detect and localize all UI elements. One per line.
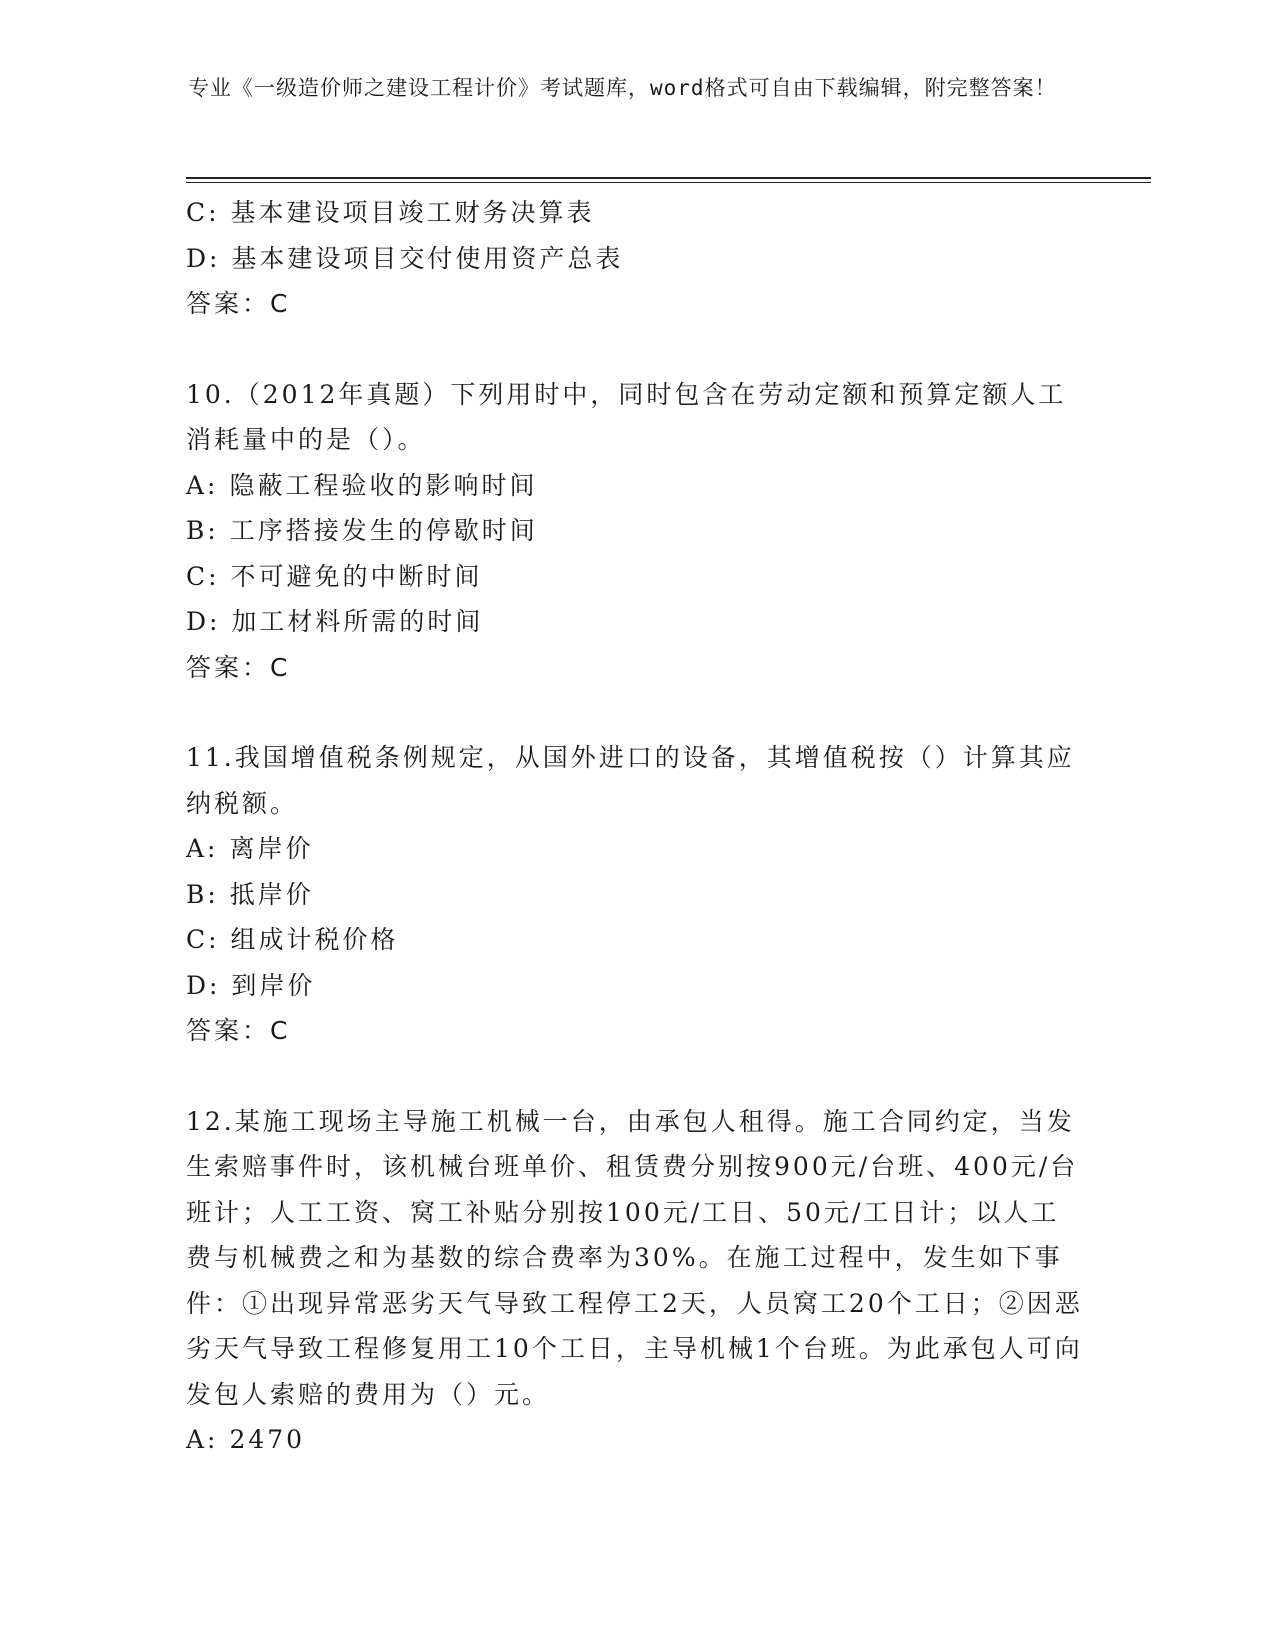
q10-option-a	[186, 463, 1086, 509]
option-text: 组成计税价格	[230, 925, 399, 954]
q11-option-a	[186, 826, 1086, 872]
option-letter: C:	[186, 198, 220, 227]
q9-option-c	[186, 190, 1086, 236]
option-text: 抵岸价	[229, 879, 314, 909]
q9-answer: 答案：C	[186, 289, 291, 318]
q11-option-b	[186, 872, 1086, 918]
option-text: 不可避免的中断时间	[230, 561, 483, 591]
q10-stem: 10.（2012年真题）下列用时中，同时包含在劳动定额和预算定额人工消耗量中的是（）。	[186, 379, 1067, 454]
option-letter: B:	[186, 516, 219, 545]
option-letter: D:	[186, 970, 221, 1000]
option-letter: A:	[186, 470, 219, 500]
q11-option-c	[186, 917, 1086, 963]
header-rule-thin	[186, 182, 1151, 183]
option-text: 基本建设项目交付使用资产总表	[231, 243, 624, 273]
q10-answer: 答案：C	[186, 652, 291, 682]
document-header-note: 专业《一级造价师之建设工程计价》考试题库，word格式可自由下载编辑，附完整答案！	[188, 76, 1057, 100]
option-letter: B:	[186, 879, 219, 909]
option-letter: A:	[186, 834, 219, 863]
option-letter: C:	[186, 561, 220, 591]
option-letter: D:	[186, 607, 221, 636]
q12-stem: 12.某施工现场主导施工机械一台，由承包人租得。施工合同约定，当发生索赔事件时，该机械台班单价、租赁费分别按900元/台班、400元/台班计；人工工资、窝工补贴分别按100元/工日、50元/工日计；以人工费与机械费之和为基数的综合费率为30%。在施工过程中，发生如下事件：①出现异常恶劣天气导致工程停工2天，人员窝工20个工日；②因恶劣天气导致工程修复用工10个工日，主导机械1个台班。为此承包人可向发包人索赔的费用为（）元。	[186, 1106, 1083, 1409]
q10-option-b	[186, 508, 1086, 554]
q11-stem: 11.我国增值税条例规定，从国外进口的设备，其增值税按（）计算其应纳税额。	[186, 743, 1075, 818]
q11-option-d	[186, 963, 1086, 1009]
option-text: 到岸价	[231, 970, 316, 1000]
option-letter: C:	[186, 925, 220, 954]
option-text: 离岸价	[229, 834, 314, 863]
question-content	[186, 190, 1086, 1463]
option-letter: A:	[186, 1425, 219, 1454]
option-letter: D:	[186, 243, 221, 273]
option-text: 加工材料所需的时间	[231, 607, 484, 636]
header-rule-thick	[186, 177, 1151, 179]
option-text: 2470	[229, 1425, 306, 1454]
q9-option-d	[186, 236, 1086, 282]
option-text: 隐蔽工程验收的影响时间	[229, 470, 538, 500]
q11-answer: 答案：C	[186, 1016, 291, 1045]
q10-option-d	[186, 599, 1086, 645]
option-text: 基本建设项目竣工财务决算表	[230, 198, 595, 227]
q10-option-c	[186, 554, 1086, 600]
q12-option-a	[186, 1417, 1086, 1463]
option-text: 工序搭接发生的停歇时间	[229, 516, 538, 545]
